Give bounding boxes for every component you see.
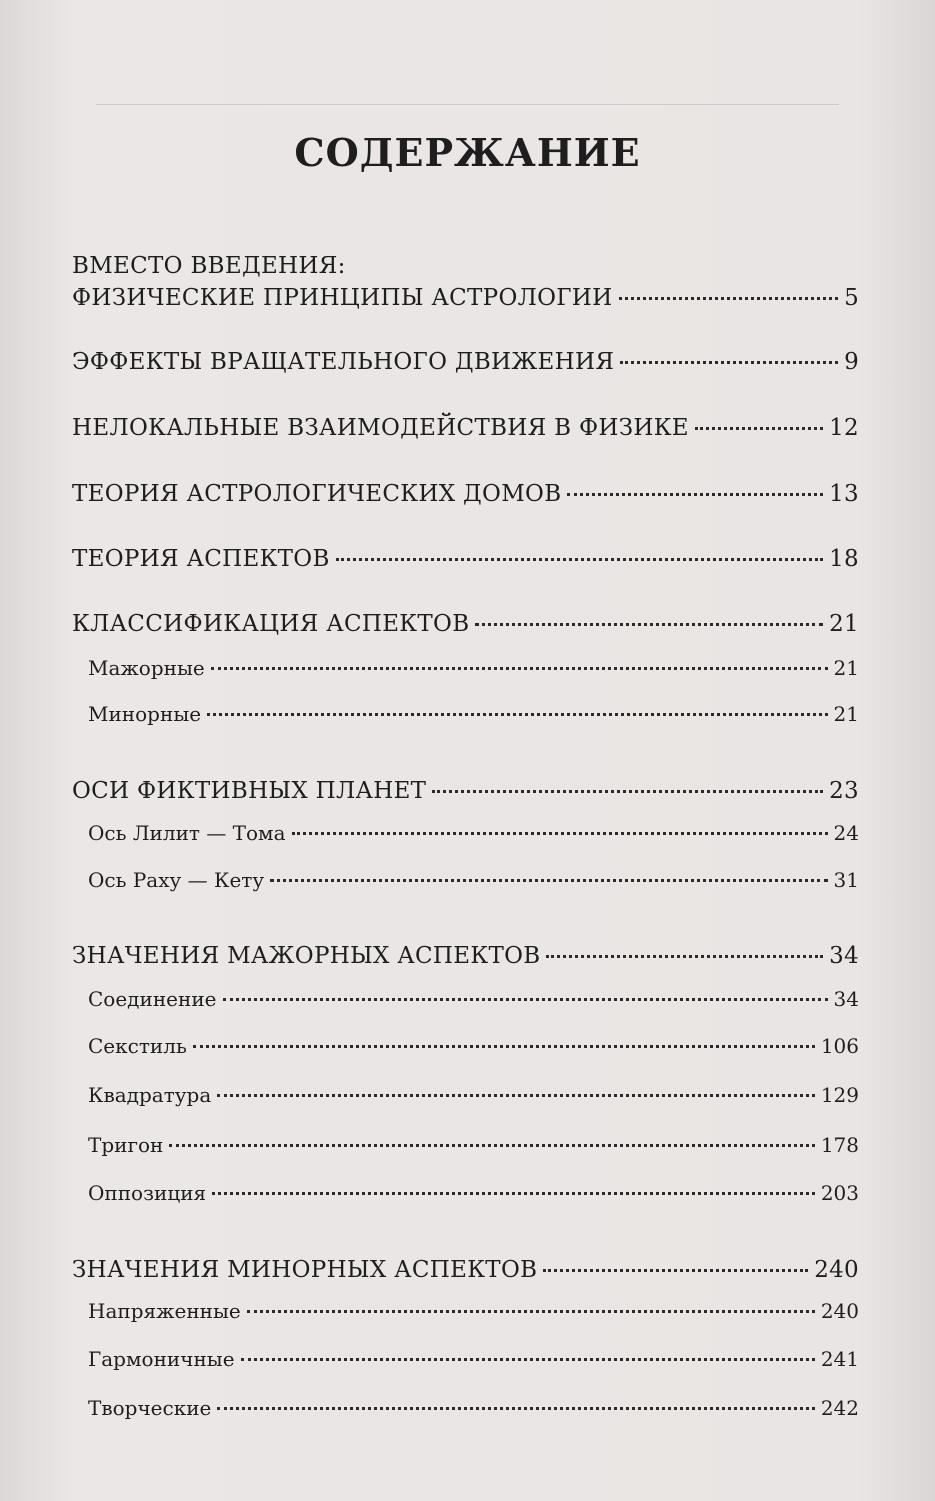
toc-entry (88, 987, 859, 1021)
toc-entry-label: ЗНАЧЕНИЯ МИНОРНЫХ АСПЕКТОВ (72, 1257, 538, 1283)
toc-entry-page: 31 (833, 868, 859, 892)
toc-entry (88, 1083, 859, 1117)
toc-entry-label: КЛАССИФИКАЦИЯ АСПЕКТОВ (72, 611, 470, 637)
toc-entry-page: 240 (814, 1257, 859, 1283)
dot-leader (336, 558, 823, 561)
toc-entry (72, 481, 859, 515)
dot-leader (217, 1407, 814, 1410)
toc-entry (88, 702, 859, 736)
toc-entry (88, 1299, 859, 1333)
toc-entry-label: Ось Лилит — Тома (88, 821, 286, 845)
dot-leader (207, 713, 827, 716)
toc-entry-page: 34 (829, 943, 859, 969)
dot-leader (212, 1192, 815, 1195)
header-rule (96, 104, 839, 105)
toc-entry (88, 1034, 859, 1068)
toc-entry (72, 611, 859, 645)
toc-entry-label: ОСИ ФИКТИВНЫХ ПЛАНЕТ (72, 778, 427, 804)
dot-leader (223, 998, 828, 1001)
toc-entry-page: 23 (829, 778, 859, 804)
toc-entry-label: Секстиль (88, 1034, 187, 1058)
dot-leader (475, 623, 823, 626)
toc-entry (72, 546, 859, 580)
toc-entry (88, 656, 859, 690)
dot-leader (620, 361, 838, 364)
toc-entry-label: Напряженные (88, 1299, 241, 1323)
toc-entry (72, 778, 859, 812)
toc-entry-page: 21 (833, 702, 859, 726)
toc-entry-page: 18 (829, 546, 859, 572)
toc-entry (88, 1181, 859, 1215)
dot-leader (695, 427, 823, 430)
toc-entry-label: ТЕОРИЯ АСТРОЛОГИЧЕСКИХ ДОМОВ (72, 481, 562, 507)
toc-entry (72, 943, 859, 977)
toc-entry-page: 5 (844, 285, 859, 311)
toc-entry-page: 129 (820, 1083, 859, 1107)
toc-entry-page: 34 (833, 987, 859, 1011)
dot-leader (217, 1094, 815, 1097)
toc-entry-label: Квадратура (88, 1083, 212, 1107)
toc-entry-label: Оппозиция (88, 1181, 207, 1205)
toc-entry-label: Минорные (88, 702, 202, 726)
dot-leader (241, 1358, 815, 1361)
dot-leader (270, 879, 827, 882)
page-title: СОДЕРЖАНИЕ (294, 130, 641, 175)
dot-leader (169, 1144, 814, 1147)
toc-entry-label: ФИЗИЧЕСКИЕ ПРИНЦИПЫ АСТРОЛОГИИ (72, 285, 613, 311)
toc-entry (72, 415, 859, 449)
dot-leader (546, 955, 823, 958)
dot-leader (247, 1310, 815, 1313)
toc-entry-page: 24 (833, 821, 859, 845)
toc-entry-label: ЗНАЧЕНИЯ МАЖОРНЫХ АСПЕКТОВ (72, 943, 541, 969)
dot-leader (432, 790, 823, 793)
toc-entry-label: Мажорные (88, 656, 205, 680)
toc-entry-label: ТЕОРИЯ АСПЕКТОВ (72, 546, 330, 572)
toc-entry-page: 203 (820, 1181, 859, 1205)
toc-entry-label: Ось Раху — Кету (88, 868, 265, 892)
toc-entry-label: НЕЛОКАЛЬНЫЕ ВЗАИМОДЕЙСТВИЯ В ФИЗИКЕ (72, 415, 689, 441)
toc-entry-intro-line: ВМЕСТО ВВЕДЕНИЯ: (72, 253, 346, 279)
toc-entry-page: 106 (820, 1034, 859, 1058)
toc-entry-label: Тригон (88, 1133, 164, 1157)
dot-leader (619, 297, 839, 300)
toc-entry-page: 21 (833, 656, 859, 680)
dot-leader (211, 667, 828, 670)
dot-leader (567, 493, 823, 496)
toc-entry-page: 241 (820, 1347, 859, 1371)
toc-entry (88, 1347, 859, 1381)
toc-entry (72, 1257, 859, 1291)
toc-entry (88, 1133, 859, 1167)
toc-entry-label: ЭФФЕКТЫ ВРАЩАТЕЛЬНОГО ДВИЖЕНИЯ (72, 349, 615, 375)
toc-entry-label: Соединение (88, 987, 217, 1011)
toc-entry-page: 240 (820, 1299, 859, 1323)
dot-leader (193, 1045, 815, 1048)
toc-entry (88, 1396, 859, 1430)
toc-entry-page: 13 (829, 481, 859, 507)
toc-entry-page: 9 (844, 349, 859, 375)
toc-entry (88, 868, 859, 902)
toc-entry-label: Творческие (88, 1396, 212, 1420)
dot-leader (292, 832, 828, 835)
toc-entry-page: 21 (829, 611, 859, 637)
toc-entry (88, 821, 859, 855)
toc-entry-page: 178 (820, 1133, 859, 1157)
toc-entry-page: 242 (820, 1396, 859, 1420)
toc-entry (72, 349, 859, 383)
toc-entry-page: 12 (829, 415, 859, 441)
toc-entry-label: Гармоничные (88, 1347, 235, 1371)
dot-leader (543, 1269, 808, 1272)
toc-entry (72, 285, 859, 319)
